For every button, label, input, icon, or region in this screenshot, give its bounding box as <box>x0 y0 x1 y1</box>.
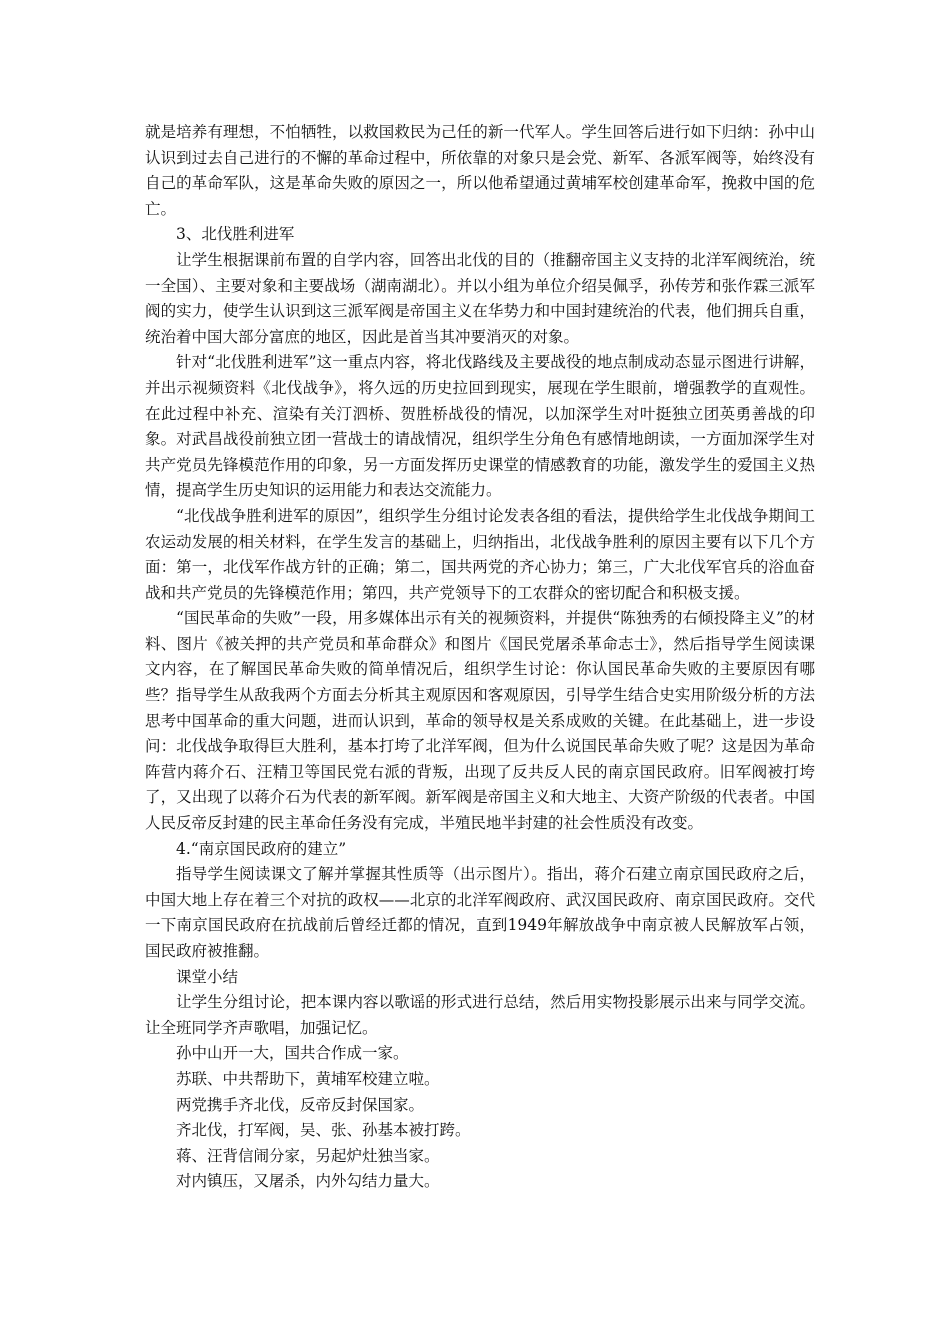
paragraph-expedition-purpose: 让学生根据课前布置的自学内容，回答出北伐的目的（推翻帝国主义支持的北洋军阀统治，统一全国）、主要对象和主要战场（湖南湖北）。并以小组为单位介绍吴佩孚，孙传芳和张作霖三派军阀的实力，使学生认识到这三派军阀是帝国主义在华势力和中国封建统治的代表，他们拥兵自重，统治着中国大部分富庶的地区，因此是首当其冲要消灭的对象。 <box>145 250 815 346</box>
verse-line: 对内镇压，又屠杀，内外勾结力量大。 <box>176 1172 440 1191</box>
section-heading-nanjing-government: 4.“南京国民政府的建立” <box>176 839 347 858</box>
section-heading-class-summary: 课堂小结 <box>176 967 239 986</box>
paragraph-nanjing-government: 指导学生阅读课文了解并掌握其性质等（出示图片）。指出，蒋介石建立南京国民政府之后，中国大地上存在着三个对抗的政权——北京的北洋军阀政府、武汉国民政府、南京国民政府。交代一下南京国民政府在抗战前后曾经迁都的情况，直到1949年解放战争中南京被人民解放军占领，国民政府被推翻。 <box>145 865 815 960</box>
section-heading-northern-expedition: 3、北伐胜利进军 <box>176 225 295 244</box>
paragraph-revolution-failure: “国民革命的失败”一段，用多媒体出示有关的视频资料，并提供“陈独秀的右倾投降主义”的材料、图片《被关押的共产党员和革命群众》和图片《国民党屠杀革命志士》，然后指导学生阅读课文内容，在了解国民革命失败的简单情况后，组织学生讨论：你认国民革命失败的主要原因有哪些？指导学生从敌我两个方面去分析其主观原因和客观原因，引导学生结合史实用阶级分析的方法思考中国革命的重大问题，进而认识到，革命的领导权是关系成败的关键。在此基础上，进一步设问：北伐战争取得巨大胜利，基本打垮了北洋军阀，但为什么说国民革命失败了呢？这是因为革命阵营内蒋介石、汪精卫等国民党右派的背叛，出现了反共反人民的南京国民政府。旧军阀被打垮了，又出现了以蒋介石为代表的新军阀。新军阀是帝国主义和大地主、大资产阶级的代表者。中国人民反帝反封建的民主革命任务没有完成，半殖民地半封建的社会性质没有改变。 <box>145 609 815 833</box>
paragraph-victory-reasons: “北伐战争胜利进军的原因”，组织学生分组讨论发表各组的看法，提供给学生北伐战争期间工农运动发展的相关材料，在学生发言的基础上，归纳指出，北伐战争胜利的原因主要有以下几个方面：第一，北伐军作战方针的正确；第二，国共两党的齐心协力；第三，广大北伐军官兵的浴血奋战和共产党员的先锋模范作用；第四，共产党领导下的工农群众的密切配合和积极支援。 <box>145 506 815 602</box>
paragraph-class-summary: 让学生分组讨论，把本课内容以歌谣的形式进行总结，然后用实物投影展示出来与同学交流。让全班同学齐声歌唱，加强记忆。 <box>145 993 815 1037</box>
paragraph-expedition-teaching: 针对“北伐胜利进军”这一重点内容，将北伐路线及主要战役的地点制成动态显示图进行讲解，并出示视频资料《北伐战争》，将久远的历史拉回到现实，展现在学生眼前，增强教学的直观性。在此过程中补充、渲染有关汀泗桥、贺胜桥战役的情况，以加深学生对叶挺独立团英勇善战的印象。对武昌战役前独立团一营战士的请战情况，组织学生分角色有感情地朗读，一方面加深学生对共产党员先锋模范作用的印象，另一方面发挥历史课堂的情感教育的功能，激发学生的爱国主义热情，提高学生历史知识的运用能力和表达交流能力。 <box>145 353 815 500</box>
verse-line: 两党携手齐北伐，反帝反封保国家。 <box>176 1095 425 1114</box>
document-page <box>145 120 815 1195</box>
paragraph-military-academy-summary: 就是培养有理想，不怕牺牲，以救国救民为己任的新一代军人。学生回答后进行如下归纳：孙中山认识到过去自己进行的不懈的革命过程中，所依靠的对象只是会党、新军、各派军阀等，始终没有自己的革命军队，这是革命失败的原因之一，所以他希望通过黄埔军校创建革命军，挽救中国的危亡。 <box>145 123 815 218</box>
verse-line: 孙中山开一大，国共合作成一家。 <box>176 1044 409 1063</box>
verse-line: 蒋、汪背信闹分家，另起炉灶独当家。 <box>176 1146 440 1165</box>
verse-line: 齐北伐，打军阀，吴、张、孙基本被打跨。 <box>176 1121 471 1140</box>
verse-line: 苏联、中共帮助下，黄埔军校建立啦。 <box>176 1069 440 1088</box>
